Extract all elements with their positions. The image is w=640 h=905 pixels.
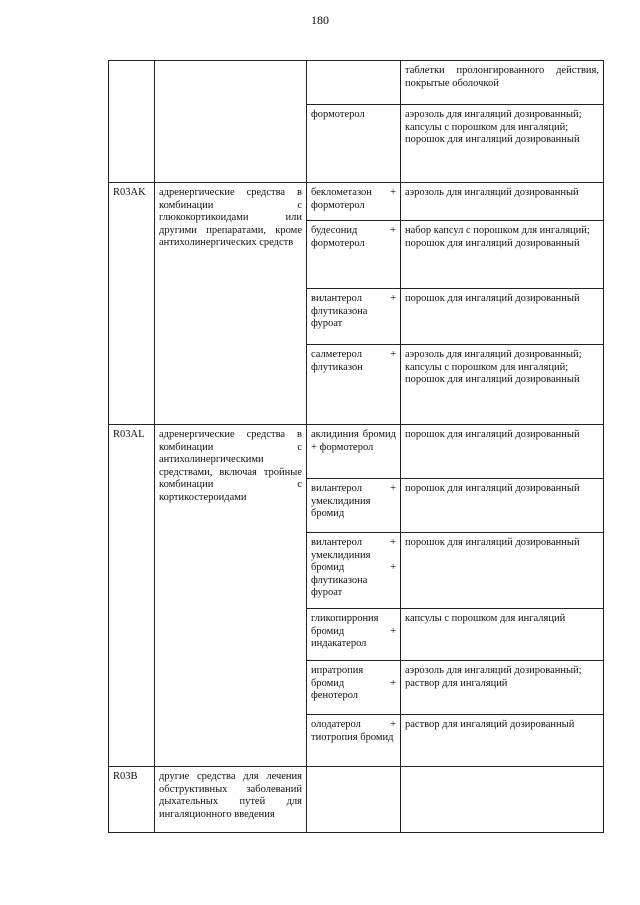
drug-name-cell: формотерол [307, 105, 401, 183]
drug-name-cell [307, 767, 401, 833]
drug-classification-table [108, 60, 604, 833]
dosage-form-cell: аэрозоль для ингаляций дозированный; капсулы с порошком для ингаляций; порошок для ингаляций дозированный [401, 105, 604, 183]
group-name-cell: другие средства для лечения обструктивных заболеваний дыхательных путей для ингаляционного введения [155, 767, 307, 833]
drug-name-cell: олодатерол + тиотропия бромид [307, 715, 401, 767]
dosage-form-cell: капсулы с порошком для ингаляций [401, 609, 604, 661]
drug-name-cell: гликопиррония бромид + индакатерол [307, 609, 401, 661]
dosage-form-cell: порошок для ингаляций дозированный [401, 479, 604, 533]
drug-name-cell: будесонид + формотерол [307, 221, 401, 289]
dosage-form-cell: аэрозоль для ингаляций дозированный; капсулы с порошком для ингаляций; порошок для ингаляций дозированный [401, 345, 604, 425]
group-name-cell [155, 61, 307, 183]
drug-name-cell: ипратропия бромид + фенотерол [307, 661, 401, 715]
dosage-form-cell [401, 767, 604, 833]
dosage-form-cell: порошок для ингаляций дозированный [401, 533, 604, 609]
drug-name-cell: аклидиния бромид + формотерол [307, 425, 401, 479]
dosage-form-cell: порошок для ингаляций дозированный [401, 289, 604, 345]
drug-name-cell: вилантерол + флутиказона фуроат [307, 289, 401, 345]
table-row [109, 425, 604, 479]
drug-name-cell: беклометазон + формотерол [307, 183, 401, 221]
dosage-form-cell: аэрозоль для ингаляций дозированный [401, 183, 604, 221]
dosage-form-cell: аэрозоль для ингаляций дозированный; раствор для ингаляций [401, 661, 604, 715]
drug-name-cell: салметерол + флутиказон [307, 345, 401, 425]
atc-code-cell [109, 61, 155, 183]
page-number: 180 [311, 13, 329, 27]
dosage-form-cell: порошок для ингаляций дозированный [401, 425, 604, 479]
table-row [109, 767, 604, 833]
drug-name-cell: вилантерол + умеклидиния бромид + флутиказона фуроат [307, 533, 401, 609]
dosage-form-cell: таблетки пролонгированного действия, покрытые оболочкой [401, 61, 604, 105]
dosage-form-cell: набор капсул с порошком для ингаляций; порошок для ингаляций дозированный [401, 221, 604, 289]
drug-name-cell [307, 61, 401, 105]
atc-code-cell: R03AK [109, 183, 155, 425]
dosage-form-cell: раствор для ингаляций дозированный [401, 715, 604, 767]
table-row [109, 61, 604, 105]
atc-code-cell: R03B [109, 767, 155, 833]
table-row [109, 183, 604, 221]
group-name-cell: адренергические средства в комбинации с глюкокортикоидами или другими препаратами, кроме антихолинергических средств [155, 183, 307, 425]
group-name-cell: адренергические средства в комбинации с антихолинергическими средствами, включая тройные комбинации с кортикостероидами [155, 425, 307, 767]
drug-name-cell: вилантерол + умеклидиния бромид [307, 479, 401, 533]
atc-code-cell: R03AL [109, 425, 155, 767]
